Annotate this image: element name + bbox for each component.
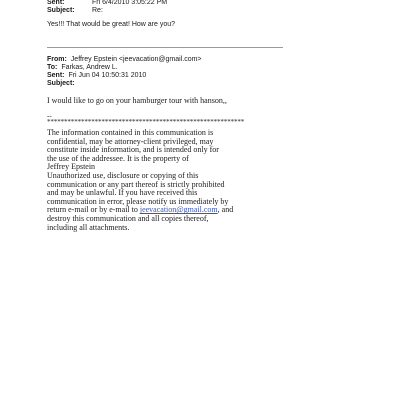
message-divider bbox=[47, 47, 283, 48]
original-to-label: To: bbox=[47, 64, 58, 71]
original-message-body: I would like to go on your hamburger tour with hanson,, bbox=[47, 96, 227, 105]
disclaimer-line: destroy this communication and all copies thereof, bbox=[47, 213, 209, 223]
disclaimer-line-suffix: , and bbox=[217, 205, 234, 215]
header-subject-row bbox=[47, 6, 103, 15]
disclaimer-line: including all attachments. bbox=[47, 222, 130, 232]
disclaimer-line: Unauthorized use, disclosure or copying of this bbox=[47, 170, 199, 180]
original-sent-value: Fri Jun 04 10:50:31 2010 bbox=[68, 72, 147, 79]
reply-message: Yes!!! That would be great! How are you? bbox=[47, 21, 176, 28]
original-to-value: Farkas, Andrew L. bbox=[61, 64, 118, 71]
email-link[interactable]: jeevacation@gmail.com bbox=[139, 205, 218, 215]
signature-separator: -- bbox=[47, 112, 52, 120]
original-from-label: From: bbox=[47, 56, 67, 63]
disclaimer-line: communication in error, please notify us immediately by bbox=[47, 196, 229, 206]
disclaimer-line: communication or any part thereof is strictly prohibited bbox=[47, 179, 225, 189]
original-sent-label: Sent: bbox=[47, 72, 65, 79]
original-from-value: Jeffrey Epstein <jeevacation@gmail.com> bbox=[70, 56, 202, 63]
header-sent-value: Fri 6/4/2010 3:05:22 PM bbox=[92, 0, 168, 6]
disclaimer-line: The information contained in this communication is bbox=[47, 128, 214, 137]
header-subject-value: Re: bbox=[92, 7, 103, 14]
disclaimer-line-prefix: return e-mail or by e-mail to bbox=[47, 205, 140, 215]
disclaimer-line: and may be unlawful. If you have received this bbox=[47, 188, 198, 198]
header-sent-label: Sent: bbox=[47, 0, 65, 6]
disclaimer-line: confidential, may be attorney-client privileged, may bbox=[47, 136, 214, 146]
star-divider: ********************************************************** bbox=[47, 118, 245, 126]
disclaimer-line: Jeffrey Epstein bbox=[47, 162, 96, 172]
original-subject-label: Subject: bbox=[47, 80, 75, 87]
original-subject-row bbox=[47, 79, 77, 88]
disclaimer-line: constitute inside information, and is intended only for bbox=[47, 145, 219, 155]
header-subject-label: Subject: bbox=[47, 7, 75, 14]
confidentiality-disclaimer bbox=[47, 129, 307, 232]
disclaimer-line: the use of the addressee. It is the property of bbox=[47, 153, 189, 163]
